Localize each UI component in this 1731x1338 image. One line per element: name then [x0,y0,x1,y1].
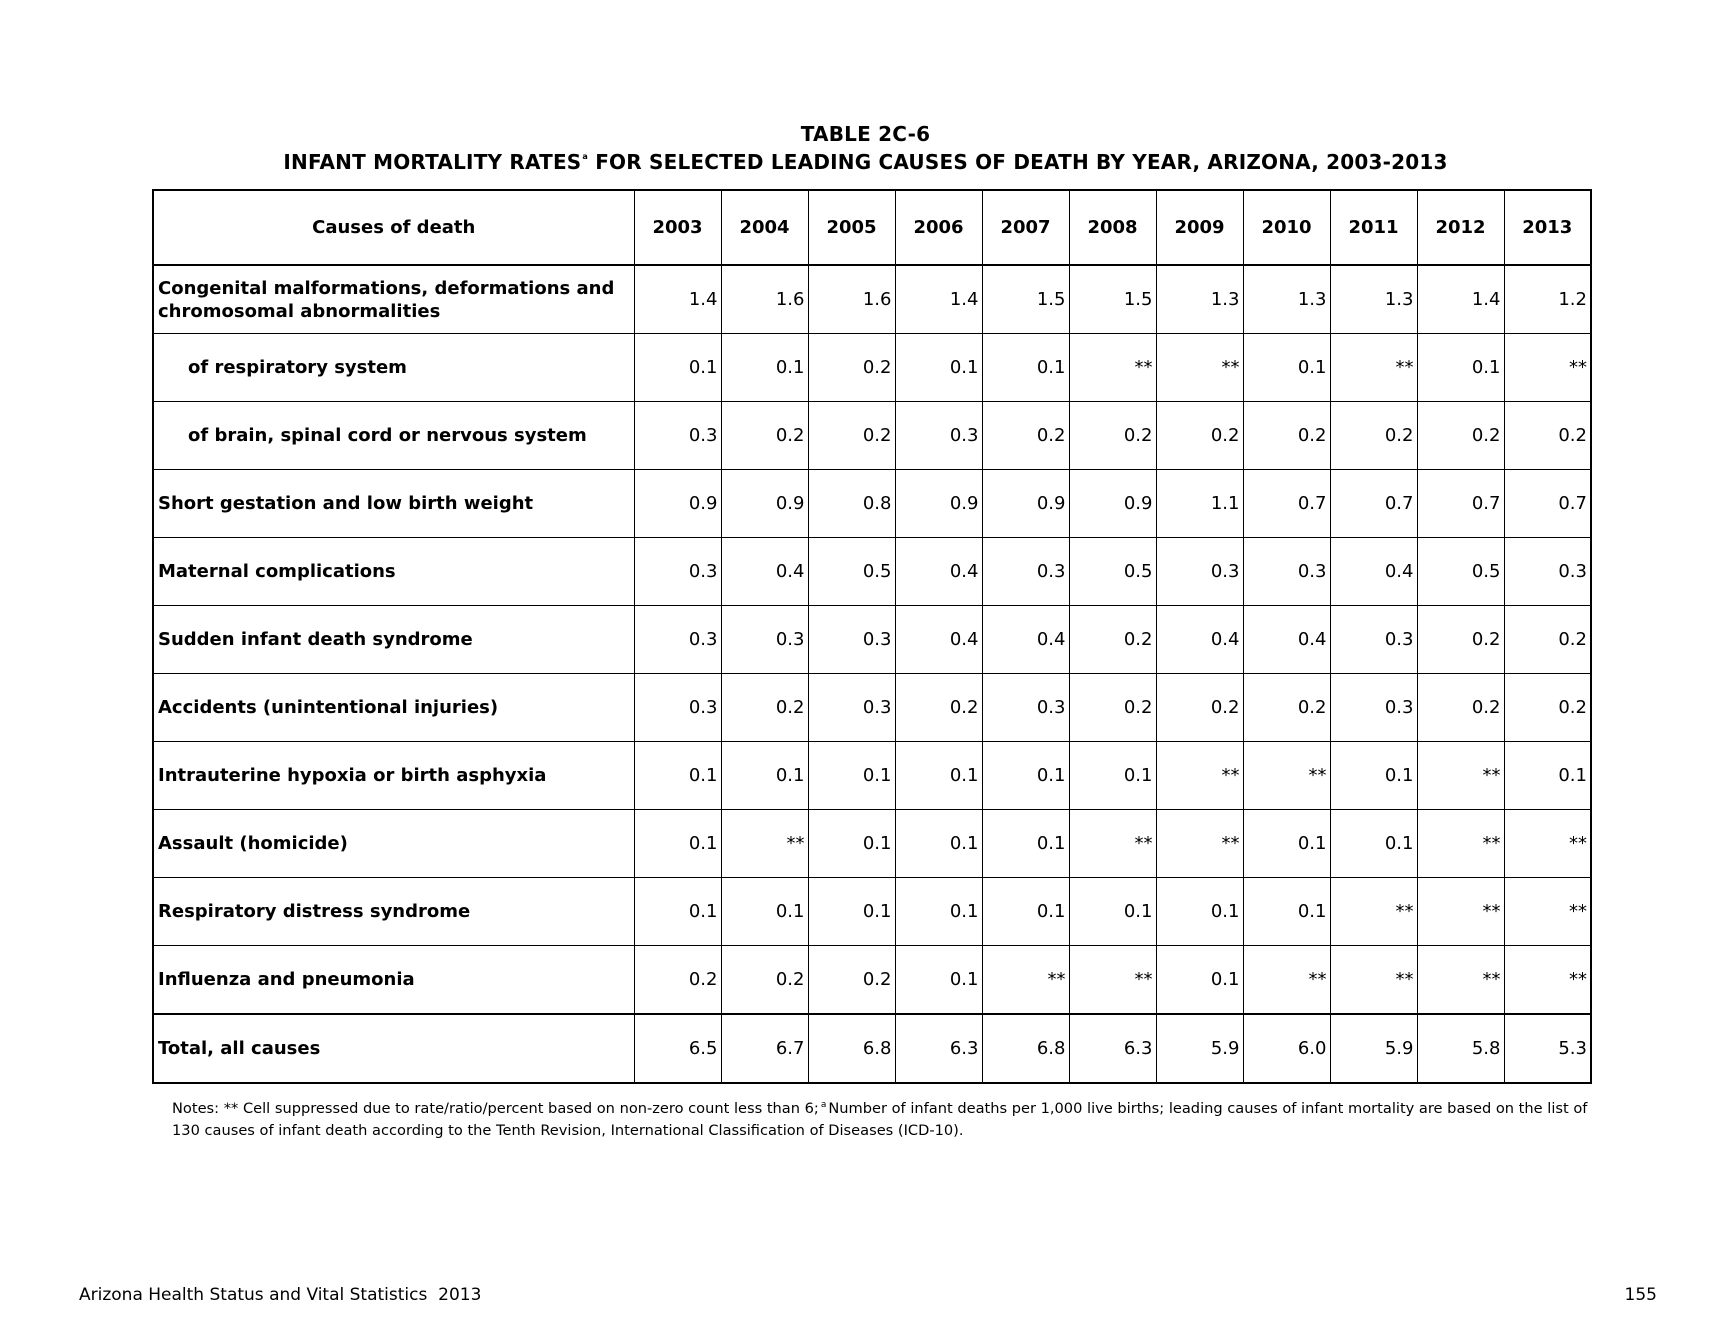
rate-cell: 0.3 [1243,538,1330,606]
rate-cell: 0.2 [1243,674,1330,742]
rate-cell: 0.4 [895,606,982,674]
header-year: 2006 [895,190,982,265]
cause-cell: Sudden infant death syndrome [153,606,634,674]
rate-cell: 6.8 [982,1014,1069,1083]
table-row [153,878,1591,946]
cause-cell: Accidents (unintentional injuries) [153,674,634,742]
rate-cell: ** [1504,878,1591,946]
rate-cell: 0.1 [982,810,1069,878]
rate-cell: 0.1 [1243,878,1330,946]
header-year: 2012 [1417,190,1504,265]
rate-cell: 0.9 [634,470,721,538]
rate-cell: 0.1 [634,742,721,810]
rate-cell: 0.4 [895,538,982,606]
rate-cell: 0.7 [1417,470,1504,538]
cause-cell: Maternal complications [153,538,634,606]
rate-cell: 0.4 [1243,606,1330,674]
rate-cell: ** [1069,334,1156,402]
header-cause: Causes of death [153,190,634,265]
rate-cell: 5.9 [1330,1014,1417,1083]
rate-cell: 0.4 [1156,606,1243,674]
rate-cell: 1.2 [1504,265,1591,334]
rate-cell: 0.2 [1417,402,1504,470]
rate-cell: 0.1 [895,742,982,810]
rate-cell: 0.3 [634,674,721,742]
table-header [153,190,1591,265]
rate-cell: 0.3 [634,402,721,470]
rate-cell: 0.2 [721,674,808,742]
cause-cell: Total, all causes [153,1014,634,1083]
rate-cell: 0.2 [1330,402,1417,470]
rate-cell: 1.5 [1069,265,1156,334]
rate-cell: 0.1 [808,742,895,810]
footer-page-number: 155 [1624,1285,1657,1305]
header-year: 2007 [982,190,1069,265]
table-title-rest: FOR SELECTED LEADING CAUSES OF DEATH BY YEAR, ARIZONA, 2003-2013 [588,150,1448,174]
notes-footnote-text: Number of infant deaths per 1,000 live births; leading causes of infant mortality are based on the list of 130 causes of infant death according to the Tenth Revision, International Classification of Diseases (ICD-10). [172,1100,1588,1139]
rate-cell: 0.1 [982,742,1069,810]
cause-cell: Influenza and pneumonia [153,946,634,1015]
notes-footnote-marker: a [820,1100,827,1110]
table-row [153,470,1591,538]
rate-cell: 5.3 [1504,1014,1591,1083]
cause-cell: Respiratory distress syndrome [153,878,634,946]
rate-cell: 0.2 [721,402,808,470]
rate-cell: 0.3 [1330,674,1417,742]
rate-cell: 0.7 [1330,470,1417,538]
rate-cell: 0.2 [895,674,982,742]
rate-cell: 0.3 [1156,538,1243,606]
header-year: 2009 [1156,190,1243,265]
rate-cell: 0.3 [721,606,808,674]
rate-cell: 6.5 [634,1014,721,1083]
rate-cell: ** [1330,878,1417,946]
rate-cell: 1.3 [1243,265,1330,334]
rate-cell: 0.4 [721,538,808,606]
rate-cell: ** [1156,334,1243,402]
rate-cell: 0.1 [982,334,1069,402]
header-row [153,190,1591,265]
rate-cell: 0.2 [1069,402,1156,470]
rate-cell: 0.3 [634,606,721,674]
rate-cell: 0.9 [1069,470,1156,538]
header-year: 2003 [634,190,721,265]
header-year: 2013 [1504,190,1591,265]
table-row [153,1014,1591,1083]
rate-cell: 0.2 [1504,606,1591,674]
rate-cell: ** [1417,946,1504,1015]
rate-cell: 0.2 [1156,402,1243,470]
cause-cell: Intrauterine hypoxia or birth asphyxia [153,742,634,810]
rate-cell: 1.4 [634,265,721,334]
rate-cell: 1.5 [982,265,1069,334]
rate-cell: 0.1 [895,878,982,946]
rate-cell: 0.3 [982,674,1069,742]
rate-cell: ** [1417,810,1504,878]
table-title-main: INFANT MORTALITY RATES [283,150,582,174]
rate-cell: 0.3 [1330,606,1417,674]
rate-cell: 0.1 [1156,946,1243,1015]
cause-cell: of respiratory system [153,334,634,402]
rate-cell: 0.4 [982,606,1069,674]
table-row [153,334,1591,402]
table-title [0,150,1731,174]
table-row [153,674,1591,742]
table-row [153,946,1591,1015]
rate-cell: 6.3 [895,1014,982,1083]
rate-cell: 0.1 [721,878,808,946]
rate-cell: ** [721,810,808,878]
header-year: 2011 [1330,190,1417,265]
rate-cell: 0.2 [1069,674,1156,742]
rate-cell: 6.7 [721,1014,808,1083]
rate-cell: 0.9 [895,470,982,538]
rate-cell: 1.4 [895,265,982,334]
cause-cell: Assault (homicide) [153,810,634,878]
rate-cell: ** [1504,334,1591,402]
table-body [153,265,1591,1083]
table-title-footnote-marker: a [582,152,589,161]
rate-cell: 0.1 [721,334,808,402]
rate-cell: 0.1 [1243,334,1330,402]
cause-cell: Congenital malformations, deformations and chromosomal abnormalities [153,265,634,334]
rate-cell: 0.1 [634,878,721,946]
rate-cell: 0.2 [1417,606,1504,674]
rate-cell: 0.2 [1069,606,1156,674]
rate-cell: 0.5 [1069,538,1156,606]
rate-cell: 1.4 [1417,265,1504,334]
rate-cell: 5.9 [1156,1014,1243,1083]
rate-cell: 0.1 [1156,878,1243,946]
rate-cell: 0.3 [808,606,895,674]
table-row [153,265,1591,334]
rate-cell: 0.1 [1504,742,1591,810]
rate-cell: 0.1 [1417,334,1504,402]
rate-cell: ** [982,946,1069,1015]
rate-cell: 6.0 [1243,1014,1330,1083]
rate-cell: 0.7 [1243,470,1330,538]
rate-cell: ** [1504,810,1591,878]
rate-cell: 0.1 [808,810,895,878]
rate-cell: 0.3 [808,674,895,742]
rate-cell: ** [1330,946,1417,1015]
table-notes [172,1094,1588,1142]
rate-cell: ** [1156,810,1243,878]
rate-cell: 0.2 [808,334,895,402]
mortality-table [152,189,1592,1084]
rate-cell: 0.7 [1504,470,1591,538]
rate-cell: 0.1 [634,810,721,878]
rate-cell: 0.1 [1330,742,1417,810]
rate-cell: 0.1 [895,946,982,1015]
rate-cell: 1.3 [1156,265,1243,334]
rate-cell: 0.2 [1504,402,1591,470]
header-year: 2010 [1243,190,1330,265]
rate-cell: 0.2 [1243,402,1330,470]
rate-cell: 0.3 [982,538,1069,606]
footer-publication-title: Arizona Health Status and Vital Statistics 2013 [79,1285,482,1305]
rate-cell: 0.9 [721,470,808,538]
rate-cell: ** [1417,742,1504,810]
rate-cell: 5.8 [1417,1014,1504,1083]
rate-cell: 0.2 [1504,674,1591,742]
rate-cell: 0.3 [1504,538,1591,606]
rate-cell: 1.1 [1156,470,1243,538]
rate-cell: 0.1 [1069,878,1156,946]
rate-cell: 0.1 [982,878,1069,946]
rate-cell: 1.3 [1330,265,1417,334]
rate-cell: 0.1 [895,334,982,402]
rate-cell: 0.2 [808,946,895,1015]
rate-cell: ** [1417,878,1504,946]
header-year: 2004 [721,190,808,265]
rate-cell: 0.1 [808,878,895,946]
rate-cell: 0.8 [808,470,895,538]
rate-cell: ** [1243,946,1330,1015]
rate-cell: 0.5 [808,538,895,606]
rate-cell: 0.2 [982,402,1069,470]
table-number: TABLE 2C-6 [800,122,931,146]
rate-cell: 0.3 [634,538,721,606]
rate-cell: ** [1504,946,1591,1015]
rate-cell: 6.3 [1069,1014,1156,1083]
rate-cell: 1.6 [721,265,808,334]
rate-cell: 0.2 [1417,674,1504,742]
rate-cell: ** [1243,742,1330,810]
rate-cell: 0.2 [721,946,808,1015]
table-row [153,606,1591,674]
header-year: 2008 [1069,190,1156,265]
rate-cell: 0.1 [1069,742,1156,810]
rate-cell: 1.6 [808,265,895,334]
rate-cell: 0.5 [1417,538,1504,606]
rate-cell: 0.3 [895,402,982,470]
rate-cell: 6.8 [808,1014,895,1083]
table-row [153,742,1591,810]
table-row [153,402,1591,470]
table-row [153,810,1591,878]
rate-cell: 0.1 [721,742,808,810]
rate-cell: 0.4 [1330,538,1417,606]
notes-text: Notes: ** Cell suppressed due to rate/ratio/percent based on non-zero count less than 6; [172,1100,819,1117]
rate-cell: 0.1 [895,810,982,878]
header-year: 2005 [808,190,895,265]
rate-cell: 0.2 [634,946,721,1015]
rate-cell: 0.9 [982,470,1069,538]
rate-cell: 0.1 [634,334,721,402]
rate-cell: ** [1330,334,1417,402]
rate-cell: 0.2 [808,402,895,470]
rate-cell: 0.1 [1243,810,1330,878]
table-row [153,538,1591,606]
rate-cell: 0.1 [1330,810,1417,878]
cause-cell: Short gestation and low birth weight [153,470,634,538]
rate-cell: ** [1069,810,1156,878]
rate-cell: ** [1156,742,1243,810]
rate-cell: 0.2 [1156,674,1243,742]
cause-cell: of brain, spinal cord or nervous system [153,402,634,470]
rate-cell: ** [1069,946,1156,1015]
